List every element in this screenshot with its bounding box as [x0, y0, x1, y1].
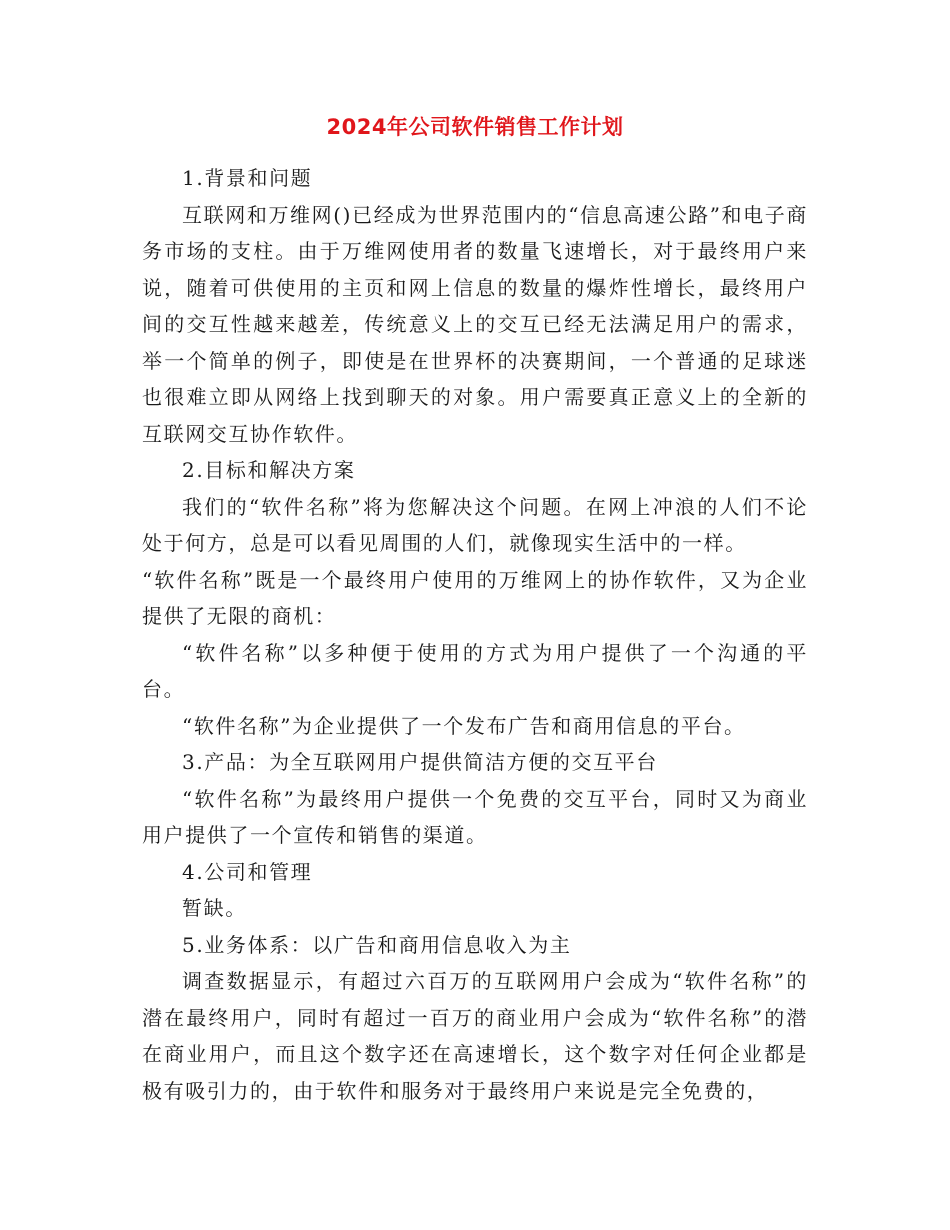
paragraph-business-body: 调查数据显示，有超过六百万的互联网用户会成为“软件名称”的潜在最终用户，同时有超过一百万的商业用户会成为“软件名称”的潜在商业用户，而且这个数字还在高速增长，这个数字对任何企业都是极有吸引力的，由于软件和服务对于最终用户来说是完全免费的，: [142, 969, 808, 1103]
section-heading-business: 5.业务体系：以广告和商用信息收入为主: [182, 932, 572, 957]
document-page: [142, 112, 808, 1109]
document-title: 2024年公司软件销售工作计划: [326, 115, 624, 139]
section-heading-background: 1.背景和问题: [182, 166, 313, 190]
section-heading-product: 3.产品：为全互联网用户提供简洁方便的交互平台: [182, 750, 658, 774]
paragraph-goals-ads: “软件名称”为企业提供了一个发布广告和商用信息的平台。: [182, 713, 746, 738]
paragraph-goals-intro: 我们的“软件名称”将为您解决这个问题。在网上冲浪的人们不论处于何方，总是可以看见周围的人们，就像现实生活中的一样。: [142, 494, 808, 555]
paragraph-background-body: 互联网和万维网()已经成为世界范围内的“信息高速公路”和电子商务市场的支柱。由于万维网使用者的数量飞速增长，对于最终用户来说，随着可供使用的主页和网上信息的数量的爆炸性增长，最终用户间的交互性越来越差，传统意义上的交互已经无法满足用户的需求，举一个简单的例子，即使是在世界杯的决赛期间，一个普通的足球迷也很难立即从网络上找到聊天的对象。用户需要真正意义上的全新的互联网交互协作软件。: [142, 202, 808, 446]
paragraph-company-body: 暂缺。: [182, 896, 247, 920]
paragraph-product-body: “软件名称”为最终用户提供一个免费的交互平台，同时又为商业用户提供了一个宣传和销售的渠道。: [142, 786, 808, 847]
section-heading-company: 4.公司和管理: [182, 859, 313, 884]
section-heading-goals: 2.目标和解决方案: [182, 458, 356, 482]
paragraph-goals-collab: “软件名称”既是一个最终用户使用的万维网上的协作软件，又为企业提供了无限的商机：: [142, 567, 808, 628]
paragraph-goals-platform: “软件名称”以多种便于使用的方式为用户提供了一个沟通的平台。: [142, 640, 808, 701]
